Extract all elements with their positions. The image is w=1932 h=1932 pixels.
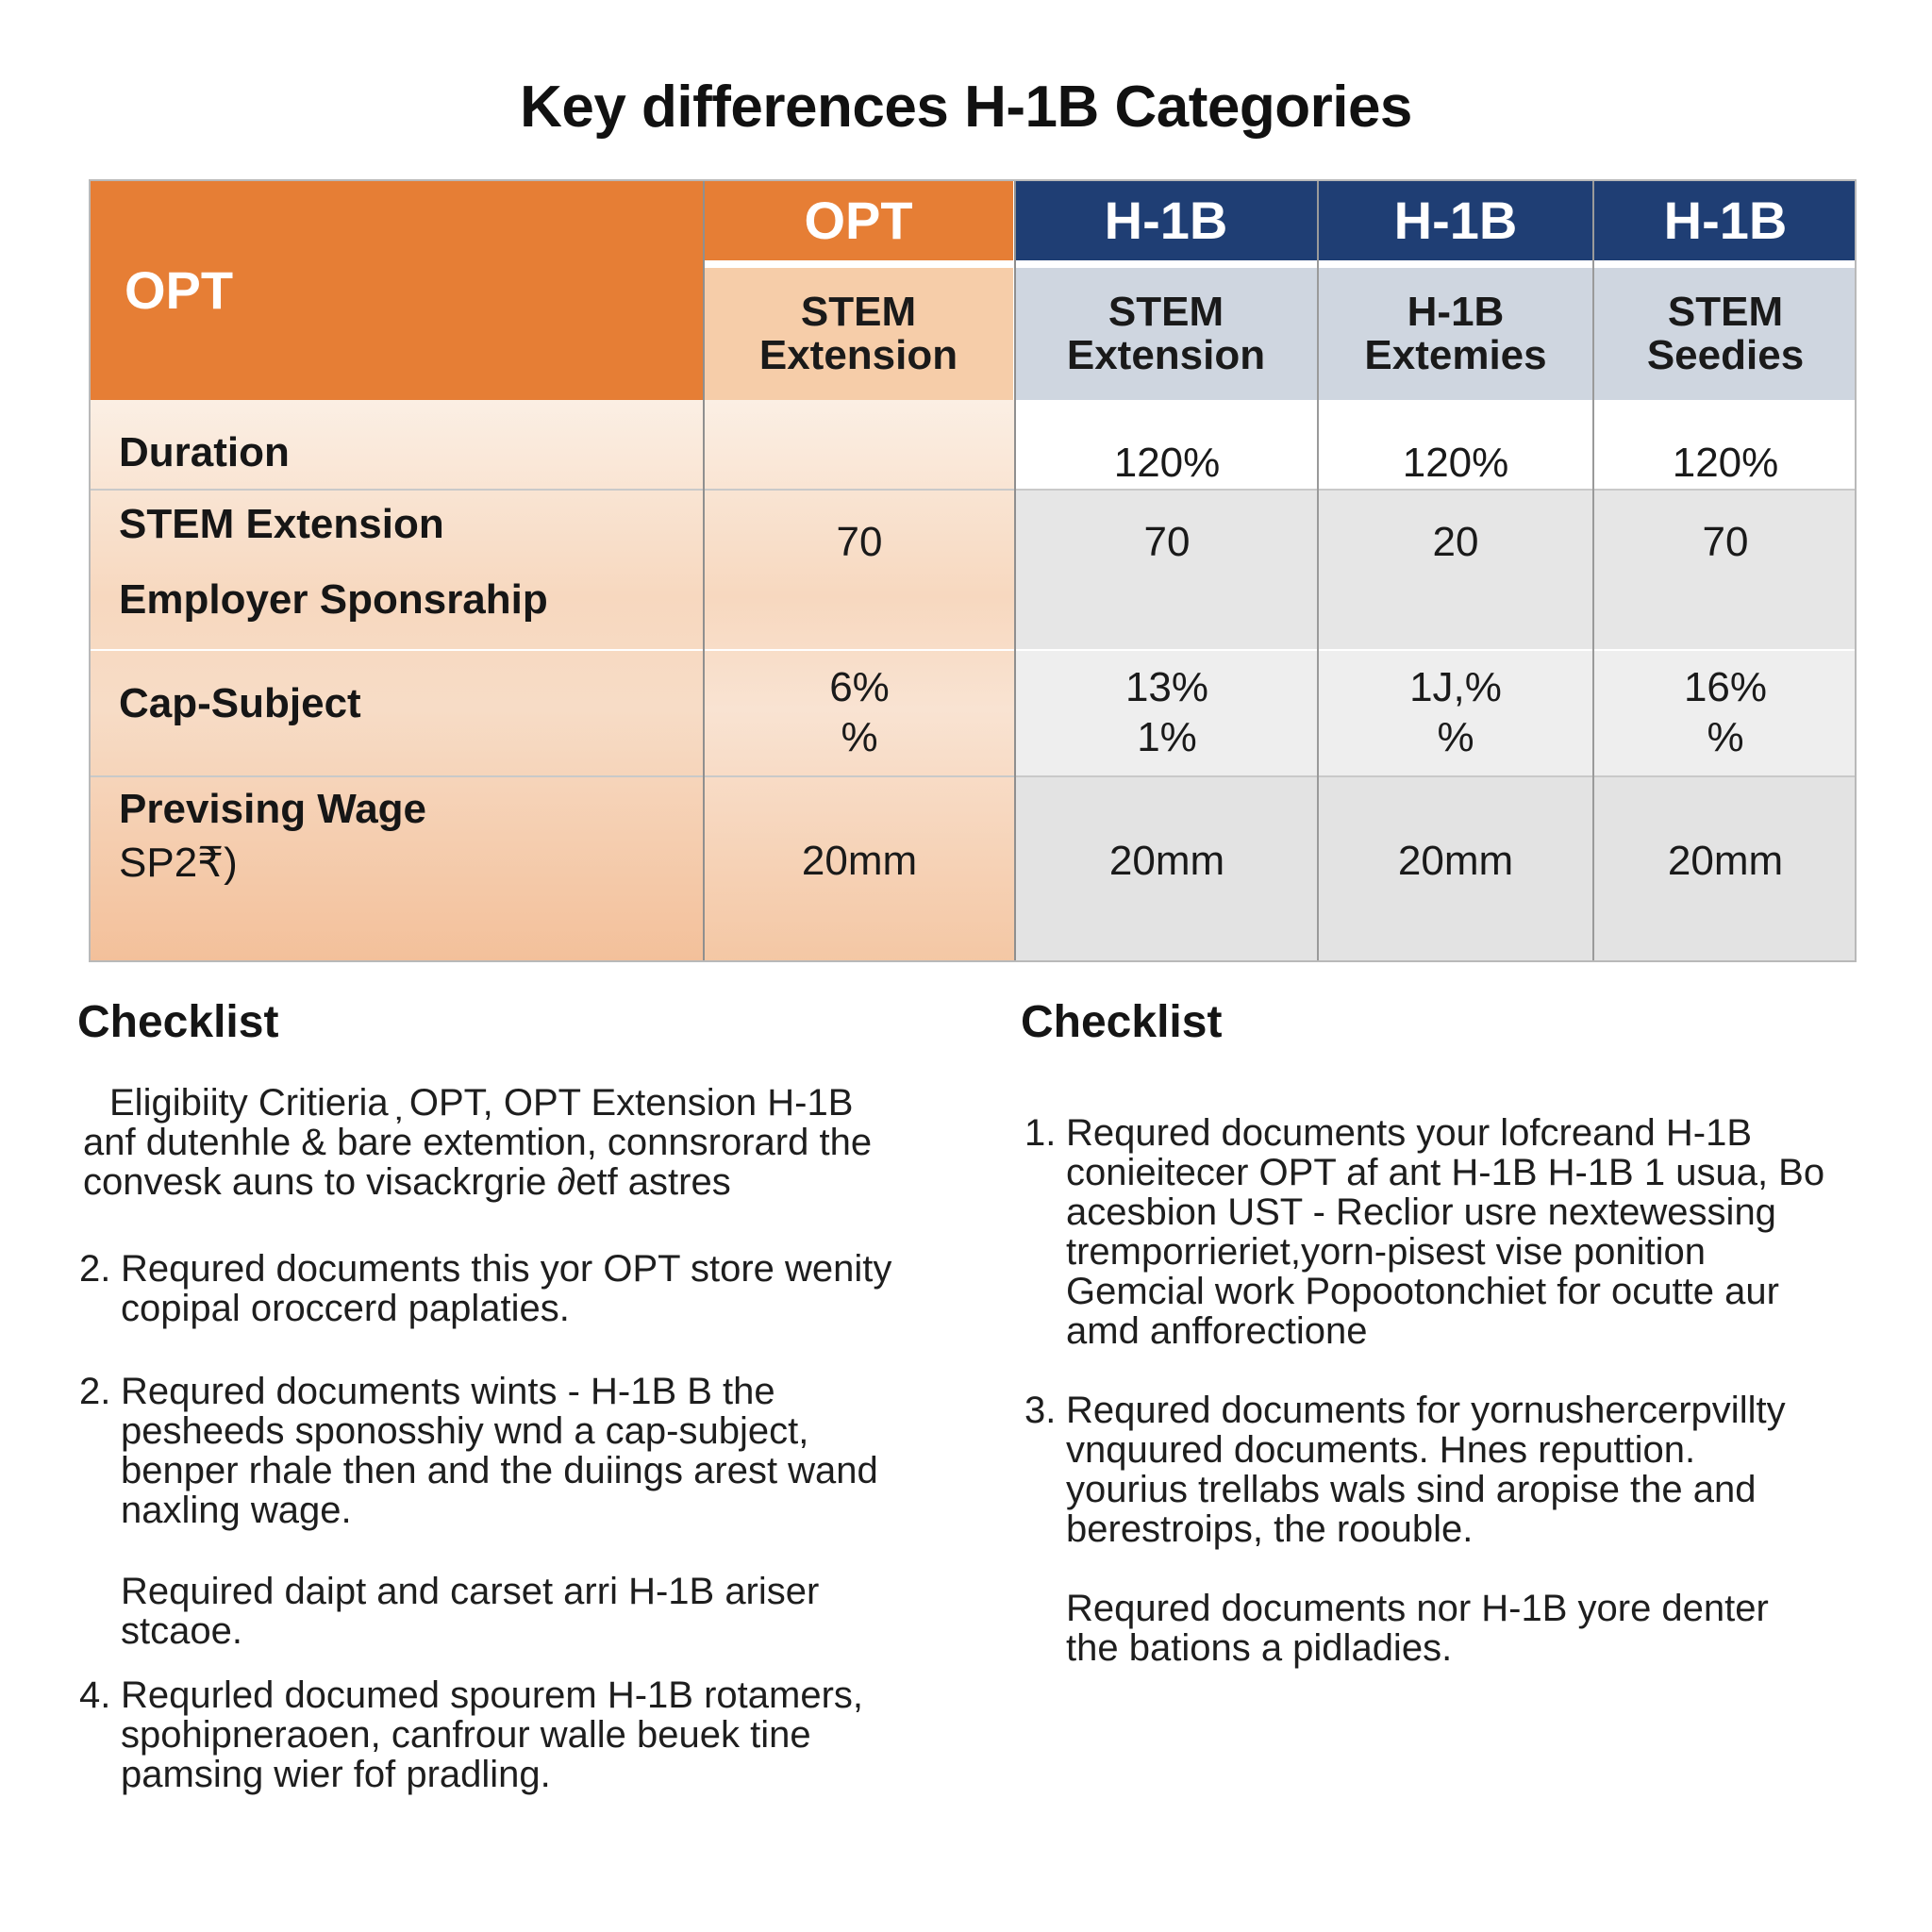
row-label-employer-sponsorship: Employer Sponsrahip <box>119 576 548 623</box>
right-item-1-line-5: Gemcial work Popootonchiet for ocutte aur <box>1066 1271 1779 1312</box>
row-label-cap-subject: Cap-Subject <box>119 680 361 726</box>
left-intro-line-3: convesk auns to visackrgrie ∂etf astres <box>83 1161 731 1203</box>
cell-duration-h1b-1: 120% <box>1113 439 1221 486</box>
left-item-1-number: 2. <box>79 1248 111 1290</box>
right-item-3-line-2: the bations a pidladies. <box>1066 1627 1453 1669</box>
left-item-2-number: 2. <box>79 1371 111 1412</box>
row-label-stem-extension: STEM Extension <box>119 501 444 547</box>
col-header-h1b-1: H-1B <box>1015 179 1317 260</box>
right-item-1-line-4: tremporrieriet,yorn-pisest vise ponition <box>1066 1231 1707 1273</box>
cell-cap-h1b-2: 1J,% % <box>1409 664 1502 760</box>
left-item-4-line-1: Requrled documed spourem H-1B rotamers, <box>121 1674 864 1716</box>
cell-wage-opt: 20mm <box>801 837 918 884</box>
left-item-2-line-2: pesheeds sponosshiy wnd a cap-subject, <box>121 1410 809 1452</box>
left-item-3-line-2: stcaoe. <box>121 1610 242 1652</box>
left-checklist-heading: Checklist <box>77 997 279 1047</box>
table-border <box>89 179 1857 962</box>
col-header-h1b-2: H-1B <box>1319 179 1592 260</box>
cell-stem-h1b-3: 70 <box>1702 518 1749 565</box>
cell-wage-h1b-2: 20mm <box>1397 837 1514 884</box>
right-item-2-line-3: yourius trellabs wals sind aropise the and <box>1066 1469 1757 1510</box>
left-item-4-line-3: pamsing wier fof pradling. <box>121 1754 551 1795</box>
corner-label: OPT <box>125 259 234 320</box>
left-item-4-line-2: spohipneraoen, canfrour walle beuek tine <box>121 1714 811 1756</box>
sub-header-h1b-1: STEM Extension <box>1015 268 1317 400</box>
row-label-prevailing-wage: Prevising Wage <box>119 786 427 832</box>
sub-header-h1b-2: H-1B Extemies <box>1319 268 1592 400</box>
right-item-1-line-6: amd anfforectione <box>1066 1310 1368 1352</box>
right-item-1-line-1: Requred documents your lofcreand H-1B <box>1066 1112 1753 1154</box>
sub-header-opt: STEM Extension <box>704 268 1013 400</box>
right-item-1-line-3: acesbion UST - Reclior usre nextewessing <box>1066 1191 1776 1233</box>
left-item-4-number: 4. <box>79 1674 111 1716</box>
cell-duration-h1b-3: 120% <box>1672 439 1779 486</box>
right-item-2-line-4: berestroips, the roouble. <box>1066 1508 1474 1550</box>
right-item-2-line-1: Requred documents for yornushercerpvillty <box>1066 1390 1786 1431</box>
cell-cap-h1b-1: 13% 1% <box>1124 664 1209 760</box>
right-item-1-line-2: conieitecer OPT af ant H-1B H-1B 1 usua, Bo <box>1066 1152 1825 1193</box>
col-header-opt: OPT <box>704 179 1013 260</box>
right-item-2-number: 3. <box>1024 1390 1057 1431</box>
cell-cap-h1b-3: 16% % <box>1683 664 1768 760</box>
sub-header-h1b-3: STEM Seedies <box>1594 268 1857 400</box>
left-item-2-line-3: benper rhale then and the duiings arest wand <box>121 1450 878 1491</box>
page-title: Key differences H-1B Categories <box>520 75 1412 140</box>
cell-duration-h1b-2: 120% <box>1402 439 1509 486</box>
left-item-1-line-1: Requred documents this yor OPT store wenity <box>121 1248 892 1290</box>
right-checklist-heading: Checklist <box>1021 997 1223 1047</box>
right-item-1-number: 1. <box>1024 1112 1057 1154</box>
left-intro-line-2: anf dutenhle & bare extemtion, connsrorard the <box>83 1122 873 1163</box>
row-label-duration: Duration <box>119 429 290 475</box>
col-header-h1b-3: H-1B <box>1594 179 1857 260</box>
right-item-2-line-2: vnquured documents. Hnes reputtion. <box>1066 1429 1696 1471</box>
cell-cap-opt: 6% % <box>829 664 890 760</box>
right-item-3-line-1: Requred documents nor H-1B yore denter <box>1066 1588 1769 1629</box>
cell-stem-opt: 70 <box>836 518 883 565</box>
cell-wage-h1b-3: 20mm <box>1667 837 1784 884</box>
cell-stem-h1b-2: 20 <box>1432 518 1479 565</box>
cell-wage-h1b-1: 20mm <box>1108 837 1225 884</box>
left-item-2-line-4: naxling wage. <box>121 1490 352 1531</box>
cell-stem-h1b-1: 70 <box>1143 518 1191 565</box>
row-label-wage-sub: SP2₹) <box>119 839 238 886</box>
left-item-3-line-1: Required daipt and carset arri H-1B ariser <box>121 1571 820 1612</box>
left-item-2-line-1: Requred documents wints - H-1B B the <box>121 1371 775 1412</box>
left-intro-line-1: Eligibiity Critieria ̦ OPT, OPT Extension H-1B <box>109 1082 854 1124</box>
left-item-1-line-2: copipal oroccerd paplaties. <box>121 1288 570 1329</box>
